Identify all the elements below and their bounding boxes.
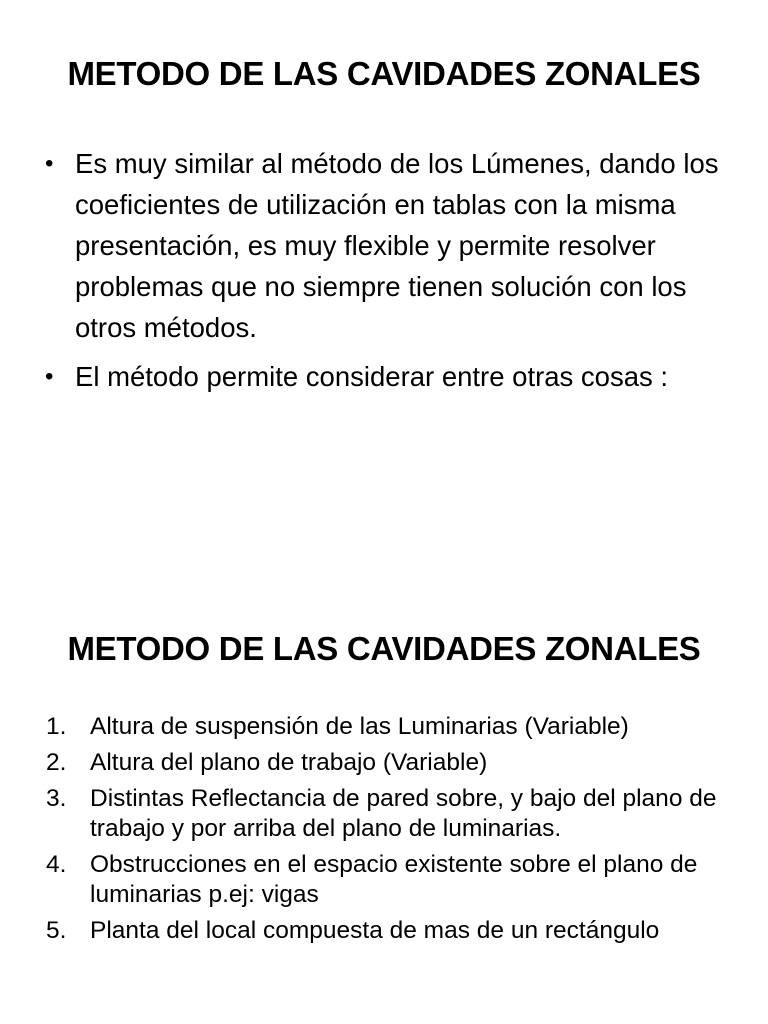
list-number: 2.	[46, 749, 67, 776]
slide-2-numbered-list	[0, 712, 768, 952]
list-item	[0, 916, 768, 946]
list-item	[0, 850, 768, 910]
list-number: 5.	[46, 917, 67, 944]
list-item-text: Altura del plano de trabajo (Variable)	[90, 749, 488, 776]
bullet-text: El método permite considerar entre otras cosas :	[75, 361, 669, 392]
list-number: 3.	[46, 785, 67, 812]
bullet-icon: •	[45, 363, 54, 390]
list-item-text: Altura de suspensión de las Luminarias (Variable)	[90, 713, 629, 740]
bullet-icon: •	[45, 150, 54, 177]
list-item-text: Obstrucciones en el espacio existente sobre el plano de luminarias p.ej: vigas	[90, 851, 698, 908]
list-item-text: Planta del local compuesta de mas de un rectángulo	[90, 917, 660, 944]
bullet-text: Es muy similar al método de los Lúmenes, dando los coeficientes de utilización en tablas con la misma presentación, es muy flexible y permite resolver problemas que no siempre tienen solución con los otros métodos.	[75, 148, 719, 343]
list-item	[0, 748, 768, 778]
slide-2-title: METODO DE LAS CAVIDADES ZONALES	[67, 630, 701, 667]
list-item	[0, 712, 768, 742]
list-number: 4.	[46, 851, 67, 878]
list-item	[0, 784, 768, 844]
bullet-item	[0, 356, 768, 397]
list-number: 1.	[46, 713, 67, 740]
list-item-text: Distintas Reflectancia de pared sobre, y bajo del plano de trabajo y por arriba del plano de luminarias.	[90, 785, 717, 842]
slide-2	[0, 512, 768, 1024]
slide-1-bullet-list	[0, 143, 768, 405]
bullet-item	[0, 143, 768, 348]
slide-1-title: METODO DE LAS CAVIDADES ZONALES	[67, 55, 701, 92]
